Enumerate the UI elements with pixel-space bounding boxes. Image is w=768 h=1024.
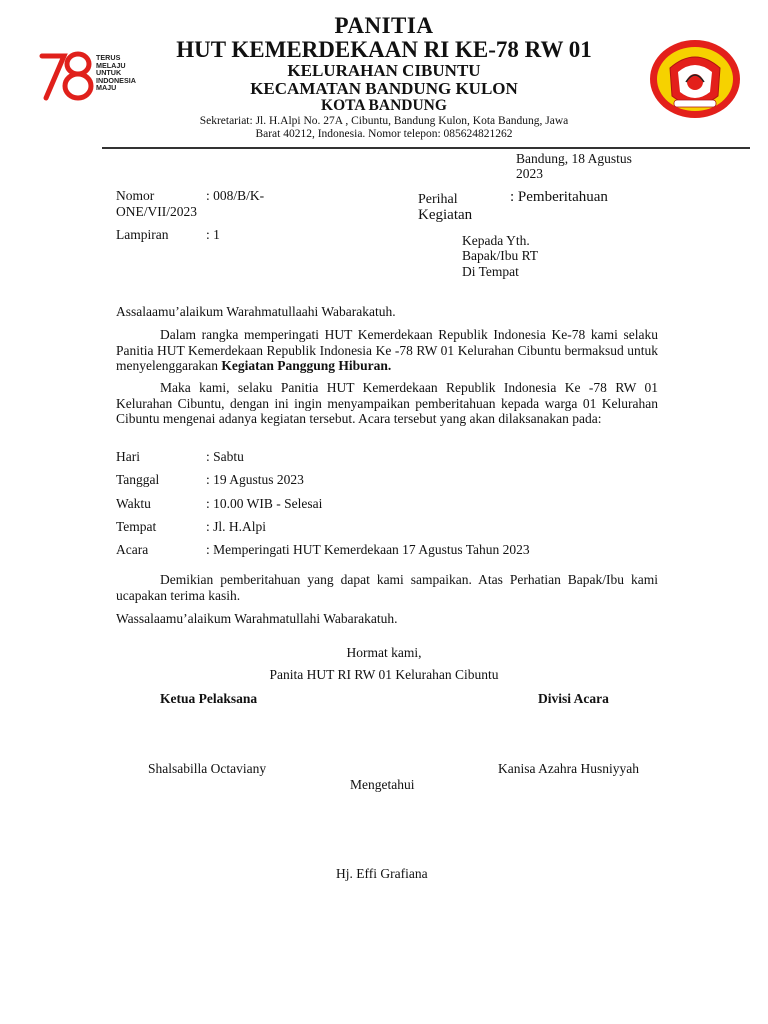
paragraph-closing [116,572,658,603]
paragraph-announcement-text: Maka kami, selaku Panitia HUT Kemerdekaan Republik Indonesia Ke -78 RW 01 Kelurahan Cibuntu, dengan ini ingin menyampaikan pemberitahuan kepada warga 01 Kelurahan Cibuntu mengenai adanya kegiatan tersebut. Acara tersebut yang akan dilaksanakan pada: [116,380,658,426]
header-line-kecamatan: KECAMATAN BANDUNG KULON [250,79,518,98]
detail-label: Acara [116,542,149,557]
header-line-kota: KOTA BANDUNG [321,97,447,114]
letter-date-line-2: 2023 [516,166,543,181]
paragraph-announcement [116,380,658,427]
paragraph-closing-text: Demikian pemberitahuan yang dapat kami sampaikan. Atas Perhatian Bapak/Ibu kami ucapakan terima kasih. [116,572,658,603]
recipient-line: Bapak/Ibu RT [462,248,539,263]
mengetahui-label: Mengetahui [350,777,415,792]
event-name-bold: Kegiatan Panggung Hiburan. [221,358,392,373]
tagline-word: INDONESIA [96,75,136,85]
header-divider [102,147,750,149]
detail-label: Tempat [116,519,157,534]
nomor-label: Nomor [116,188,155,203]
farewell: Wassalaamu’alaikum Warahmatullahi Wabarakatuh. [116,611,398,626]
header-line-panitia: PANITIA [334,13,434,38]
header-address-line-1: Sekretariat: Jl. H.Alpi No. 27A , Cibuntu, Bandung Kulon, Kota Bandung, Jawa [199,115,569,127]
perihal-value-2: Kegiatan [418,207,473,223]
recipient-line: Di Tempat [462,264,519,279]
detail-label: Tanggal [116,472,160,487]
header-line-hut: HUT KEMERDEKAAN RI KE-78 RW 01 [176,37,592,62]
header-line-kelurahan: KELURAHAN CIBUNTU [287,61,481,80]
signatory-title-left: Ketua Pelaksana [160,691,258,706]
lampiran-value: : 1 [206,227,220,242]
tagline-word: MELAJU [96,60,126,70]
signatory-name-right: Kanisa Azahra Husniyyah [498,761,639,776]
logo-number: 78 [38,44,39,45]
recipient-line: Kepada Yth. [462,233,530,248]
letter-date-line-1: Bandung, 18 Agustus [516,151,632,166]
paragraph-intro-body: Dalam rangka memperingati HUT Kemerdekaan Republik Indonesia Ke-78 kami selaku Panitia HUT Kemerdekaan Republik Indonesia Ke -78 RW 01 Kelurahan Cibuntu bermaksud untuk menyelenggarakan [116,327,658,373]
committee-name: Panita HUT RI RW 01 Kelurahan Cibuntu [269,667,499,682]
detail-label: Waktu [116,496,151,511]
tagline-word: MAJU [96,83,117,93]
perihal-value: : Pemberitahuan [510,189,608,205]
nomor-value-2: ONE/VII/2023 [116,204,197,219]
hormat-kami: Hormat kami, [346,645,422,660]
detail-label: Hari [116,449,140,464]
paragraph-intro-text [116,327,658,374]
paragraph-intro [116,327,658,374]
detail-value: : 19 Agustus 2023 [206,472,304,487]
detail-value: : Memperingati HUT Kemerdekaan 17 Agustus Tahun 2023 [206,542,530,557]
detail-value: : 10.00 WIB - Selesai [206,496,323,511]
signatory-name-bottom: Hj. Effi Grafiana [336,866,428,881]
lampiran-label: Lampiran [116,227,169,242]
detail-value: : Jl. H.Alpi [206,519,267,534]
nomor-value-1: : 008/B/K- [206,188,265,203]
signatory-name-left: Shalsabilla Octaviany [148,761,267,776]
perihal-label: Perihal [418,192,458,207]
tagline-word: TERUS [96,53,121,62]
signatory-title-right: Divisi Acara [538,691,609,706]
tagline-word: UNTUK [96,68,122,78]
header-address-line-2: Barat 40212, Indonesia. Nomor telepon: 085624821262 [255,128,513,140]
detail-value: : Sabtu [206,449,244,464]
greeting: Assalaamu’alaikum Warahmatullaahi Wabarakatuh. [116,304,396,319]
